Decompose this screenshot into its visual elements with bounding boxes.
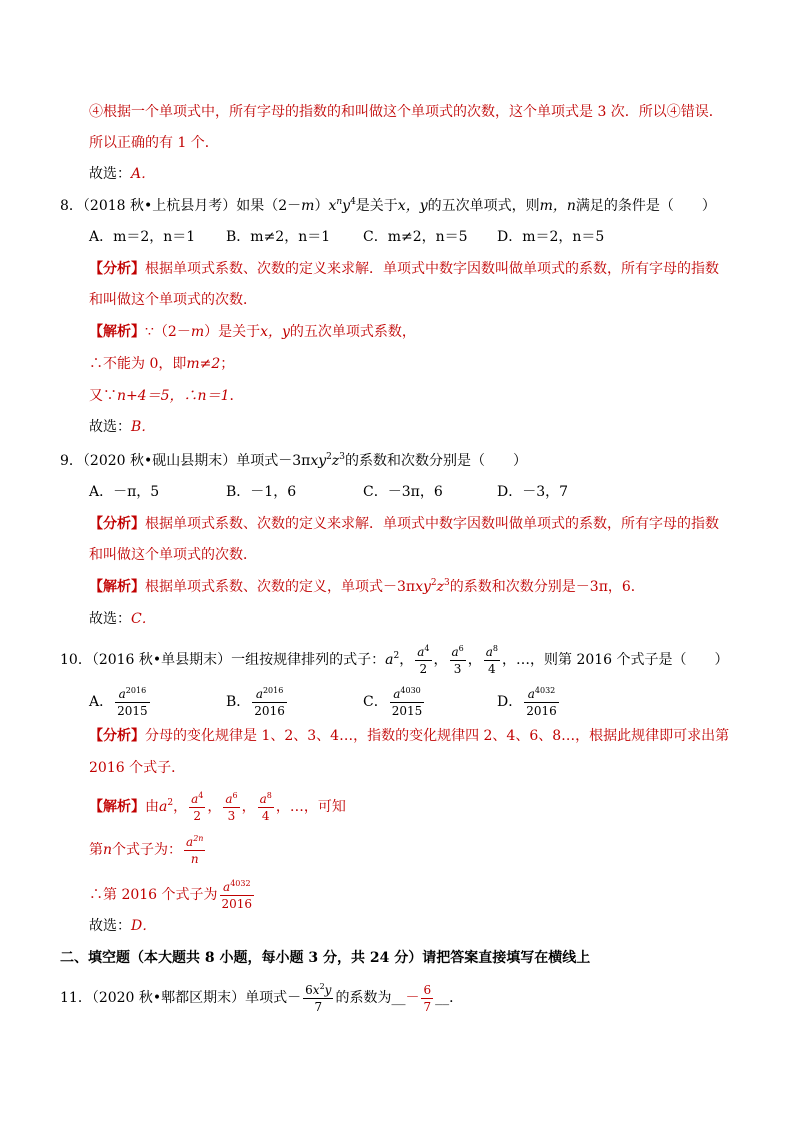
var-y: y bbox=[324, 982, 332, 997]
q8-option-b: B．m≠2，n＝1 bbox=[226, 229, 331, 245]
var-a: a bbox=[118, 686, 126, 701]
var-a: a bbox=[159, 799, 168, 815]
answer-prefix: 故选： bbox=[89, 918, 131, 934]
q9-option-d: D．－3，7 bbox=[497, 484, 569, 500]
answer-prefix: 故选： bbox=[89, 611, 131, 627]
denominator: 2015 bbox=[391, 703, 423, 718]
coefficient: 6 bbox=[305, 982, 313, 997]
vars: x，y bbox=[397, 198, 428, 214]
q10-solution-line2 bbox=[89, 831, 207, 869]
fraction bbox=[189, 790, 205, 823]
q8-answer: B． bbox=[131, 419, 156, 435]
var-a: a bbox=[451, 644, 459, 659]
q7-point4-text: ④根据一个单项式中，所有字母的指数的和叫做这个单项式的次数，这个单项式是 3 次．所以④错误． bbox=[89, 104, 723, 120]
fraction bbox=[258, 790, 274, 823]
q7-answer-line bbox=[89, 164, 155, 184]
q8-stem-part: 满足的条件是（ ） bbox=[575, 198, 716, 214]
q8-stem-part: ） bbox=[314, 198, 329, 214]
section-heading: 二、填空题（本大题共 8 小题，每小题 3 分，共 24 分）请把答案直接填写在横线上 bbox=[60, 950, 591, 966]
exponent: 2016 bbox=[262, 685, 284, 695]
exponent: 3 bbox=[444, 578, 450, 588]
analysis-text: 分母的变化规律是 1、2、3、4…，指数的变化规律四 2、4、6、8…，根据此规律即可求出第 bbox=[145, 728, 730, 744]
fraction bbox=[303, 981, 333, 1014]
q10-option-c bbox=[363, 683, 426, 721]
q9-analysis-line1 bbox=[89, 514, 719, 534]
var-y: y bbox=[342, 198, 351, 214]
denominator: 3 bbox=[223, 807, 239, 822]
var-n: n bbox=[103, 842, 113, 858]
denominator: 2015 bbox=[117, 703, 148, 718]
answer-prefix: 故选： bbox=[89, 166, 131, 182]
exponent: 8 bbox=[492, 643, 498, 653]
q10-option-b bbox=[226, 683, 289, 721]
exponent: 6 bbox=[458, 643, 464, 653]
solution-text: 的系数和次数分别是－3π，6． bbox=[449, 579, 645, 595]
q9-option-a: A．－π，5 bbox=[89, 484, 160, 500]
separator: ， bbox=[433, 652, 448, 668]
fraction bbox=[484, 643, 500, 676]
fraction bbox=[390, 685, 425, 718]
analysis-text: 根据单项式系数、次数的定义来求解．单项式中数字因数叫做单项式的系数，所有字母的指数 bbox=[145, 516, 719, 532]
solution-text: ； bbox=[220, 356, 235, 372]
var-z: z bbox=[331, 453, 340, 469]
fraction bbox=[252, 685, 287, 718]
denominator: 4 bbox=[484, 660, 500, 675]
separator: ， bbox=[207, 799, 222, 815]
exponent: 8 bbox=[266, 790, 272, 800]
var-a: a bbox=[255, 686, 263, 701]
var-m: m bbox=[190, 324, 205, 340]
fraction bbox=[524, 685, 559, 718]
q10-analysis-line1 bbox=[89, 726, 729, 746]
fraction bbox=[415, 643, 431, 676]
analysis-tag: 【分析】 bbox=[89, 728, 145, 744]
q10-analysis-line2: 2016 个式子． bbox=[89, 760, 186, 776]
solution-text: 又∵ bbox=[89, 388, 117, 404]
fraction bbox=[220, 878, 255, 911]
fraction bbox=[115, 685, 150, 718]
solution-math: n+4＝5，∴n＝1 bbox=[117, 388, 230, 404]
q8-stem-part: 的五次单项式，则 bbox=[427, 198, 540, 214]
q8-option-d: D．m＝2，n＝5 bbox=[497, 229, 605, 245]
denominator: 4 bbox=[258, 807, 274, 822]
analysis-tag: 【分析】 bbox=[89, 516, 145, 532]
separator: ， bbox=[399, 652, 414, 668]
q11-stem-part: 的系数为 bbox=[335, 990, 392, 1006]
q10-answer: D． bbox=[131, 918, 157, 934]
var-a: a bbox=[417, 644, 425, 659]
solution-text: 由 bbox=[145, 799, 159, 815]
q8-analysis-line2: 和叫做这个单项式的次数． bbox=[89, 292, 257, 308]
var-a: a bbox=[393, 686, 401, 701]
q10-option-d bbox=[497, 683, 561, 721]
vars: x，y bbox=[260, 324, 290, 340]
q9-option-b: B．－1，6 bbox=[226, 484, 297, 500]
answer-sign: － bbox=[405, 990, 420, 1006]
q8-solution-line3 bbox=[89, 386, 244, 406]
var-a: a bbox=[191, 791, 199, 806]
q11-stem-part: 11．（2020 秋•郫都区期末）单项式－ bbox=[60, 990, 302, 1006]
var-a: a bbox=[223, 879, 231, 894]
exponent: 4032 bbox=[230, 878, 251, 888]
solution-tag: 【解析】 bbox=[89, 324, 145, 340]
var-a: a bbox=[186, 834, 194, 849]
numerator: 6 bbox=[423, 982, 432, 997]
q9-analysis-line2: 和叫做这个单项式的次数． bbox=[89, 547, 257, 563]
exponent: 2 bbox=[319, 981, 325, 991]
q7-conclusion-text: 所以正确的有 1 个． bbox=[89, 135, 219, 151]
exponent: 4032 bbox=[534, 685, 556, 695]
q8-answer-line bbox=[89, 417, 155, 437]
q9-stem-part: 9．（2020 秋•砚山县期末）单项式－3π bbox=[60, 453, 311, 469]
solution-text: 个式子为： bbox=[112, 842, 183, 858]
q9-stem bbox=[60, 451, 527, 471]
q9-answer: C． bbox=[131, 611, 156, 627]
separator: ， bbox=[241, 799, 256, 815]
q11-stem-part: ． bbox=[449, 990, 464, 1006]
q7-answer: A． bbox=[131, 166, 156, 182]
q8-solution-line1 bbox=[89, 322, 416, 342]
option-label: D． bbox=[497, 694, 523, 710]
solution-text: ）是关于 bbox=[204, 324, 261, 340]
var-xy: xy bbox=[415, 579, 431, 595]
exponent: 2n bbox=[193, 833, 204, 843]
var-a: a bbox=[259, 791, 267, 806]
exponent: 4 bbox=[424, 643, 430, 653]
q9-option-c: C．－3π，6 bbox=[363, 484, 443, 500]
denominator: 2016 bbox=[254, 703, 285, 718]
exponent: 2 bbox=[430, 578, 437, 588]
var-a: a bbox=[527, 686, 535, 701]
solution-text: ，…，可知 bbox=[275, 799, 346, 815]
denominator: 2016 bbox=[221, 896, 253, 911]
denominator: 2 bbox=[415, 660, 431, 675]
var-xy: xy bbox=[310, 453, 327, 469]
exponent: 4 bbox=[350, 197, 356, 207]
denominator: 3 bbox=[450, 660, 466, 675]
fraction bbox=[184, 833, 205, 866]
solution-text: 第 bbox=[89, 842, 103, 858]
answer-fraction bbox=[421, 984, 433, 1013]
answer-blank: __ bbox=[435, 990, 450, 1006]
q8-stem-part: 是关于 bbox=[355, 198, 398, 214]
exponent: 2 bbox=[326, 452, 332, 462]
q11-stem bbox=[60, 978, 463, 1018]
q10-stem-part: 10．（2016 秋•单县期末）一组按规律排列的式子： bbox=[60, 652, 386, 668]
analysis-tag: 【分析】 bbox=[89, 261, 145, 277]
solution-math: m≠2 bbox=[186, 356, 221, 372]
exponent: 4030 bbox=[400, 685, 421, 695]
q8-stem-part: 8．（2018 秋•上杭县月考）如果（2－ bbox=[60, 198, 302, 214]
q8-analysis-line1 bbox=[89, 259, 719, 279]
solution-tag: 【解析】 bbox=[89, 579, 145, 595]
q8-option-a: A．m＝2，n＝1 bbox=[89, 229, 196, 245]
q10-solution-line1 bbox=[89, 788, 346, 826]
separator: ， bbox=[467, 652, 482, 668]
fraction bbox=[450, 643, 466, 676]
var-x: x bbox=[328, 198, 337, 214]
separator: ， bbox=[173, 799, 188, 815]
exponent: 4 bbox=[198, 790, 204, 800]
answer-prefix: 故选： bbox=[89, 419, 131, 435]
solution-text: ． bbox=[229, 388, 244, 404]
option-label: B． bbox=[226, 694, 251, 710]
q9-answer-line bbox=[89, 609, 156, 629]
solution-text: ∴第 2016 个式子为 bbox=[89, 887, 218, 903]
exponent: 3 bbox=[339, 452, 346, 462]
q10-option-a bbox=[89, 683, 152, 721]
analysis-text: 根据单项式系数、次数的定义来求解．单项式中数字因数叫做单项式的系数，所有字母的指数 bbox=[145, 261, 719, 277]
q9-stem-part: 的系数和次数分别是（ ） bbox=[345, 453, 528, 469]
denominator: 2016 bbox=[526, 703, 557, 718]
fraction bbox=[223, 790, 239, 823]
option-label: A． bbox=[89, 694, 114, 710]
exponent: n bbox=[336, 197, 343, 207]
q8-option-c: C．m≠2，n＝5 bbox=[363, 229, 468, 245]
var-a: a bbox=[485, 644, 493, 659]
denominator: 7 bbox=[423, 999, 432, 1014]
vars: m，n bbox=[539, 198, 576, 214]
q8-stem bbox=[60, 196, 716, 216]
exponent: 2 bbox=[393, 651, 400, 661]
var-a: a bbox=[385, 652, 394, 668]
answer-blank: __ bbox=[391, 990, 406, 1006]
solution-text: ∵（2－ bbox=[145, 324, 191, 340]
var-x: x bbox=[312, 982, 320, 997]
var-m: m bbox=[301, 198, 315, 214]
denominator: n bbox=[184, 850, 205, 865]
q10-stem bbox=[60, 641, 729, 679]
solution-text: ∴不能为 0，即 bbox=[89, 356, 187, 372]
var-z: z bbox=[436, 579, 445, 595]
exponent: 2016 bbox=[125, 685, 147, 695]
solution-text: 的五次单项式系数， bbox=[289, 324, 416, 340]
option-label: C． bbox=[363, 694, 388, 710]
solution-tag: 【解析】 bbox=[89, 799, 145, 815]
var-a: a bbox=[225, 791, 233, 806]
q10-answer-line bbox=[89, 916, 156, 936]
denominator: 2 bbox=[189, 807, 205, 822]
exponent: 6 bbox=[232, 790, 238, 800]
q9-solution-line bbox=[89, 577, 645, 597]
solution-text: 根据单项式系数、次数的定义，单项式－3π bbox=[145, 579, 416, 595]
q8-solution-line2 bbox=[89, 354, 234, 374]
q10-solution-line3 bbox=[89, 876, 256, 914]
denominator: 7 bbox=[303, 998, 333, 1013]
q10-stem-part: ，…，则第 2016 个式子是（ ） bbox=[502, 652, 729, 668]
exponent: 2 bbox=[167, 798, 174, 808]
